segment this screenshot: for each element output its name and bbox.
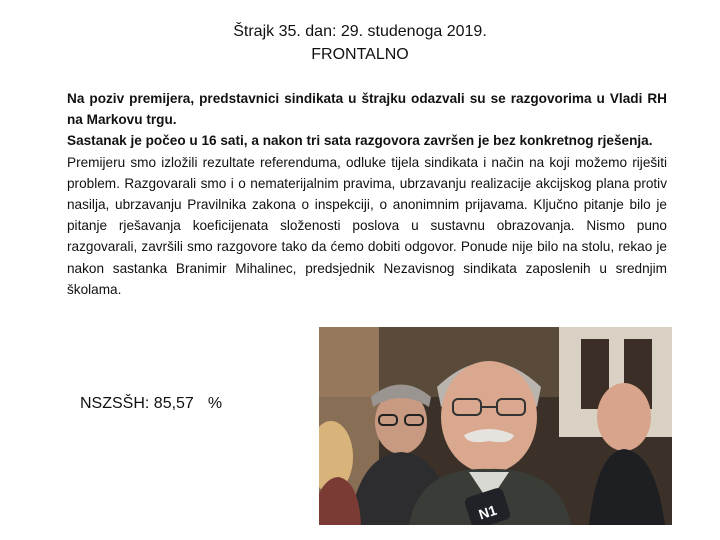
article-text (67, 88, 667, 300)
title-date-line: Štrajk 35. dan: 29. studenoga 2019. (233, 23, 487, 40)
microphone-logo: N1 (476, 501, 499, 523)
paragraph-meeting: Sastanak je počeo u 16 sati, a nakon tri sata razgovora završen je bez konkretnog rješenja. (67, 133, 653, 149)
title-subtitle-line: FRONTALNO (311, 46, 409, 63)
press-photo-illustration (319, 327, 672, 525)
press-photo (319, 327, 672, 525)
paragraph-quote: Premijeru smo izložili rezultate referenduma, odluke tijela sindikata i način na koji možemo riješiti problem. Razgovarali smo i o nematerijalnim pravima, ubrzavanju realizacije akcijskog plana protiv nasilja, ubrzavanju Pravilnika zakona o inspekciji, o anonimnim prijavama. Ključno pitanje bilo je pitanje rješavanja koeficijenata složenosti poslova u sustavnu obrazovanja. Nismo puno razgovarali, završili smo razgovore tako da ćemo dobiti odgovor. Ponude nije bilo na stolu, rekao je nakon sastanka Branimir Mihalinec, predsjednik Nezavisnog sindikata zaposlenih u srednjim školama. (67, 154, 667, 297)
referendum-result-unit: % (207, 395, 223, 412)
paragraph-invitation: Na poziv premijera, predstavnici sindikata u štrajku odazvali su se razgovorima u Vladi RH na Markovu trgu. (67, 91, 667, 128)
referendum-result-label: NSZSŠH: 85,57 (80, 395, 194, 412)
referendum-result (80, 395, 222, 413)
slide-title (0, 20, 720, 66)
